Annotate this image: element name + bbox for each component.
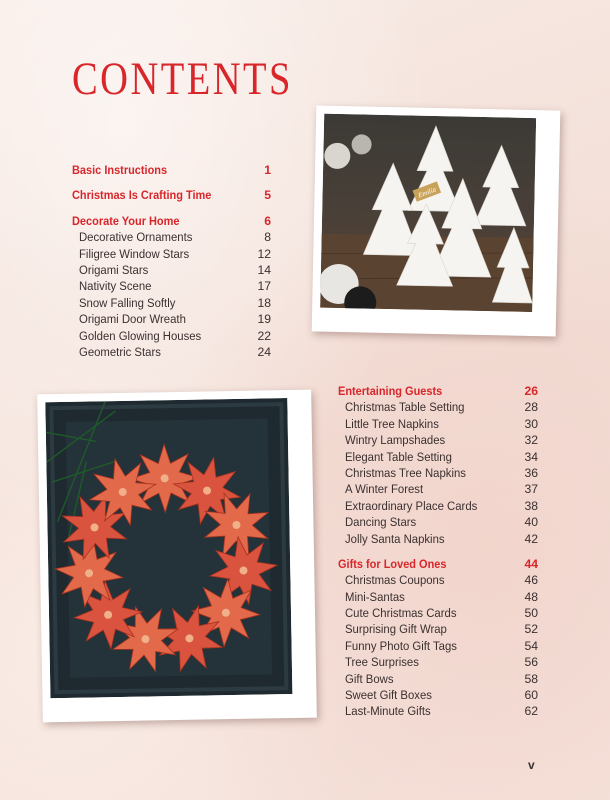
toc-entry-title: Origami Door Wreath [79,312,186,327]
toc-entry[interactable] [72,230,271,246]
toc-section-heading[interactable] [72,188,271,204]
toc-entry-page: 8 [264,230,271,245]
toc-entry[interactable] [338,417,538,433]
toc-entry-title: Wintry Lampshades [345,433,446,448]
toc-entry-page: 60 [524,688,538,703]
toc-entry[interactable] [338,672,538,688]
toc-entry[interactable] [338,532,538,548]
toc-entry-title: Jolly Santa Napkins [345,531,445,546]
toc-entry-page: 24 [257,344,271,359]
toc-entry-page: 34 [524,449,538,464]
toc-column-right [338,384,538,721]
toc-entry[interactable] [338,466,538,482]
toc-entry[interactable] [338,515,538,531]
toc-entry-page: 5 [264,188,271,203]
toc-entry-title: Christmas Table Setting [345,400,465,415]
toc-entry-page: 28 [524,400,538,415]
toc-entry-page: 58 [524,671,538,686]
toc-entry-title: Dancing Stars [345,515,417,530]
toc-entry-title: A Winter Forest [345,482,424,497]
photo-paper-trees [312,105,561,336]
toc-entry-title: Mini-Santas [345,589,405,604]
toc-entry-page: 54 [524,638,538,653]
toc-entry-page: 62 [524,704,538,719]
origami-wreath-image [45,398,292,698]
toc-entry[interactable] [338,499,538,515]
toc-entry-title: Tree Surprises [345,655,419,670]
toc-entry-title: Nativity Scene [79,279,152,294]
toc-entry-page: 1 [264,163,271,177]
toc-entry[interactable] [338,639,538,655]
toc-entry-title: Funny Photo Gift Tags [345,638,457,653]
toc-entry-page: 32 [524,433,538,448]
paper-trees-image [320,114,536,312]
toc-entry[interactable] [72,345,271,361]
toc-entry[interactable] [72,329,271,345]
page-title: CONTENTS [72,53,293,105]
toc-entry-title: Christmas Coupons [345,573,445,588]
toc-entry-page: 38 [524,498,538,513]
name-tag-text: Emilia [416,185,438,200]
toc-entry-page: 26 [524,384,538,398]
toc-entry-page: 18 [257,295,271,310]
toc-entry[interactable] [72,312,271,328]
toc-entry-page: 52 [524,622,538,637]
toc-entry[interactable] [338,622,538,638]
toc-entry-title: Christmas Is Crafting Time [72,188,212,203]
toc-entry-page: 56 [524,655,538,670]
toc-entry-title: Gifts for Loved Ones [338,556,447,571]
toc-entry-title: Origami Stars [79,262,149,277]
toc-entry-title: Surprising Gift Wrap [345,622,447,637]
toc-entry-title: Snow Falling Softly [79,295,176,310]
toc-entry[interactable] [338,655,538,671]
toc-section-heading[interactable] [338,384,538,400]
toc-column-left [72,163,271,361]
toc-entry-page: 36 [524,465,538,480]
toc-entry-title: Last-Minute Gifts [345,704,431,719]
toc-entry[interactable] [338,606,538,622]
toc-entry-page: 19 [257,312,271,327]
toc-entry-title: Sweet Gift Boxes [345,688,432,703]
toc-entry-page: 46 [524,573,538,588]
toc-entry-page: 37 [524,482,538,497]
toc-entry[interactable] [72,247,271,263]
toc-entry[interactable] [338,400,538,416]
toc-entry-title: Extraordinary Place Cards [345,498,478,513]
toc-entry[interactable] [72,263,271,279]
toc-entry-page: 22 [257,328,271,343]
toc-entry-title: Decorate Your Home [72,213,180,228]
toc-entry-page: 50 [524,606,538,621]
toc-entry[interactable] [338,688,538,704]
toc-entry[interactable] [338,704,538,720]
toc-entry-title: Elegant Table Setting [345,449,452,464]
toc-entry-page: 14 [257,262,271,277]
toc-entry-page: 42 [524,531,538,546]
toc-entry-title: Golden Glowing Houses [79,328,202,343]
toc-entry[interactable] [72,279,271,295]
toc-entry[interactable] [338,450,538,466]
toc-entry-title: Little Tree Napkins [345,416,439,431]
toc-entry-title: Entertaining Guests [338,384,443,398]
toc-entry-page: 44 [524,556,538,571]
toc-section-heading[interactable] [72,163,271,179]
toc-entry-page: 12 [257,246,271,261]
page-number: v [528,758,535,772]
toc-entry-page: 30 [524,416,538,431]
toc-entry-page: 17 [257,279,271,294]
toc-entry-title: Christmas Tree Napkins [345,465,466,480]
toc-entry-title: Geometric Stars [79,344,161,359]
toc-entry-page: 40 [524,515,538,530]
toc-entry[interactable] [72,296,271,312]
toc-entry[interactable] [338,573,538,589]
photo-origami-wreath [37,390,317,723]
toc-entry-title: Gift Bows [345,671,394,686]
toc-entry-title: Filigree Window Stars [79,246,190,261]
toc-entry[interactable] [338,433,538,449]
toc-entry[interactable] [338,590,538,606]
toc-entry-page: 48 [524,589,538,604]
toc-entry-title: Decorative Ornaments [79,230,193,245]
toc-entry-title: Cute Christmas Cards [345,606,457,621]
toc-entry[interactable] [338,482,538,498]
toc-section-heading[interactable] [72,214,271,230]
toc-section-heading[interactable] [338,557,538,573]
toc-entry-page: 6 [264,213,271,228]
toc-entry-title: Basic Instructions [72,163,168,177]
